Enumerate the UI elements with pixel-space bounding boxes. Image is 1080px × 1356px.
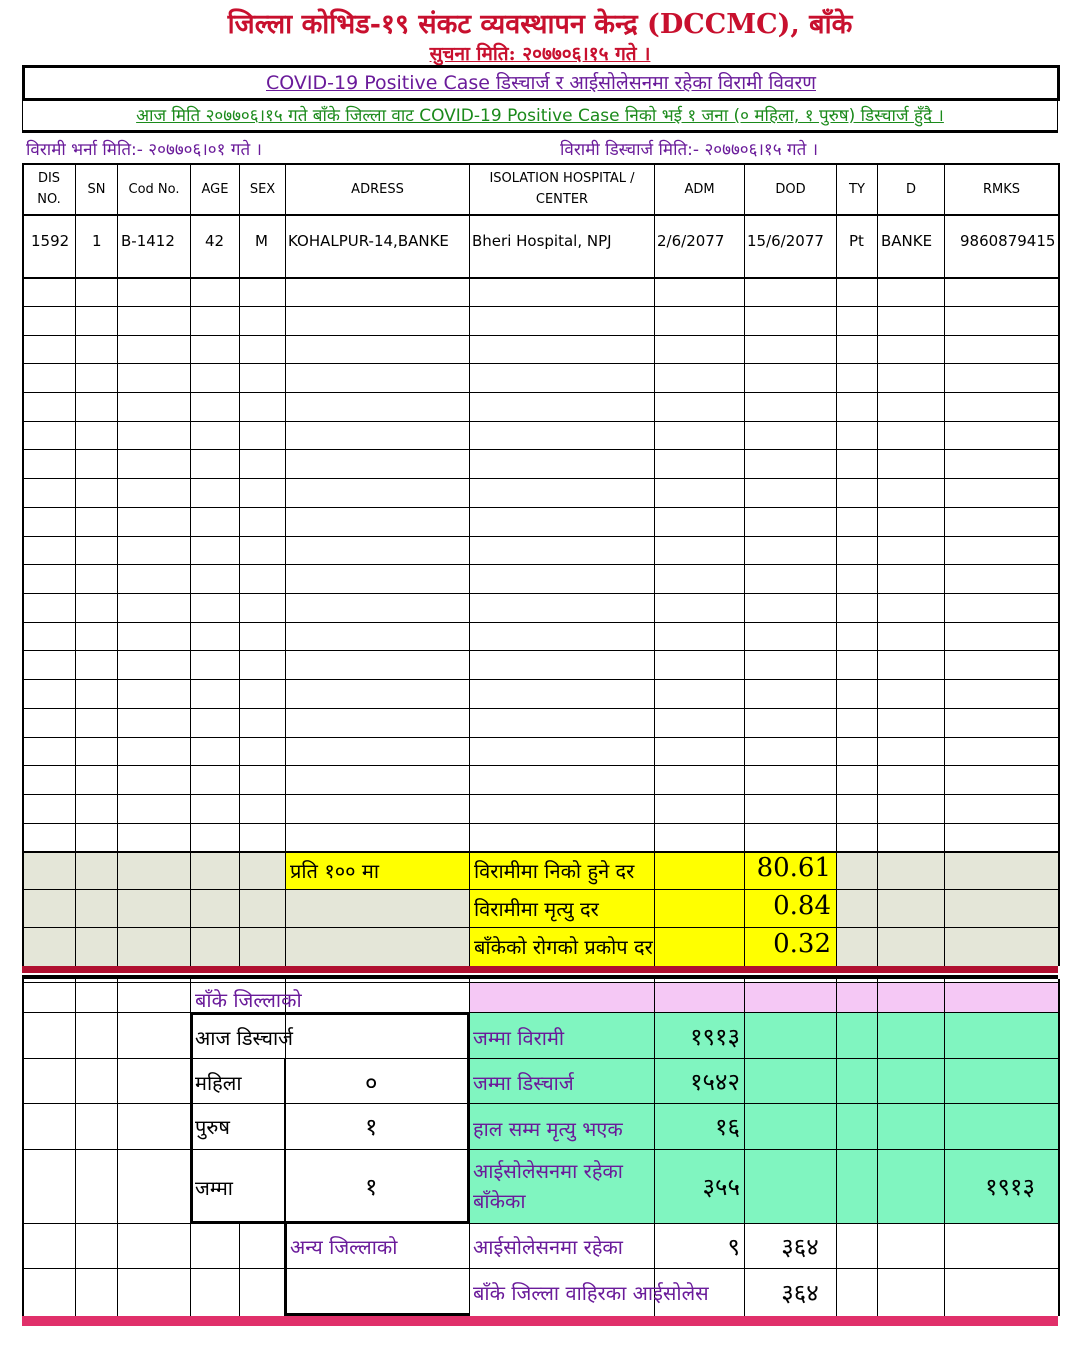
grid-vline: [22, 979, 24, 1316]
cell-sn: 1: [92, 232, 102, 250]
admission-date: विरामी भर्ना मिति:- २०७७०६।०१ गते ।: [26, 140, 262, 160]
col-adress: ADRESS: [351, 181, 404, 197]
pink-band: [469, 982, 1058, 1012]
col-d: D: [905, 181, 916, 197]
outside-isolation-label: बाँके जिल्ला वाहिरका आईसोलेस: [473, 1281, 709, 1305]
recovery-rate-value: 80.61: [756, 853, 831, 883]
grand-total-value: १९१३: [985, 1173, 1035, 1201]
cell-adm: 2/6/2077: [657, 232, 725, 250]
cell-adress: KOHALPUR-14,BANKE: [288, 232, 449, 250]
today-discharge-label: आज डिस्चार्ज: [195, 1026, 294, 1050]
cell-rmks: 9860879415: [960, 232, 1056, 250]
cell-d: BANKE: [881, 232, 933, 250]
recovery-rate-label: विरामीमा निको हुने दर: [474, 859, 635, 883]
page-title: जिल्ला कोभिड-१९ संकट व्यवस्थापन केन्द्र (DCCMC), बाँके: [227, 9, 853, 40]
grid-vline: [836, 163, 837, 966]
bottom-red-bar: [22, 1316, 1058, 1326]
total-value: १: [365, 1173, 378, 1201]
total-label: जम्मा: [195, 1176, 233, 1200]
grid-vline: [22, 163, 24, 966]
grid-hline: [22, 593, 1058, 594]
grid-hline: [22, 650, 1058, 651]
male-label: पुरुष: [195, 1115, 230, 1139]
grid-hline: [22, 1223, 1058, 1224]
col-dod: DOD: [775, 181, 806, 197]
cell-ty: Pt: [849, 232, 864, 250]
grid-vline: [1058, 163, 1060, 966]
grid-hline: [22, 564, 1058, 565]
grid-vline: [284, 1223, 287, 1316]
grid-hline: [22, 708, 1058, 709]
district-heading: बाँके जिल्लाको: [195, 988, 302, 1012]
grid-hline: [22, 214, 1058, 216]
grid-vline: [75, 163, 76, 966]
grid-vline: [284, 1058, 285, 1224]
grid-vline: [1058, 979, 1060, 1316]
grid-hline: [22, 823, 1058, 824]
grid-vline: [190, 163, 191, 966]
death-rate-value: 0.84: [773, 891, 831, 921]
prevalence-rate-value: 0.32: [773, 929, 831, 959]
grid-hline: [22, 392, 1058, 393]
grid-hline: [22, 1103, 1058, 1104]
grid-vline: [836, 979, 837, 1316]
grid-hline: [22, 1268, 1058, 1269]
male-value: १: [365, 1113, 378, 1141]
cell-sex: M: [255, 232, 268, 250]
grid-vline: [285, 163, 286, 966]
total-patients-label: जम्मा विरामी: [473, 1026, 565, 1050]
col-adm: ADM: [684, 181, 715, 197]
grid-hline: [22, 1058, 1058, 1059]
col-sex: SEX: [249, 181, 276, 197]
grid-hline: [22, 1149, 1058, 1150]
grid-vline: [944, 163, 945, 966]
deaths-value: १६: [715, 1113, 740, 1141]
summary-line: आज मिति २०७७०६।१५ गते बाँके जिल्ला वाट COVID-19 Positive Case निको भई १ जना (० महिला, १ पुरुष) डिस्चार्ज हुँदै ।: [136, 106, 944, 126]
col-isolation: ISOLATION HOSPITAL / CENTER: [489, 171, 635, 207]
grid-hline: [22, 927, 1058, 928]
cell-age: 42: [205, 232, 225, 250]
outside-isolation-value: ३६४: [781, 1279, 819, 1307]
grid-vline: [239, 163, 240, 966]
other-district-heading: अन्य जिल्लाको: [290, 1235, 398, 1259]
grid-hline: [22, 982, 1058, 983]
grid-hline: [22, 478, 1058, 479]
death-rate-label: विरामीमा मृत्यु दर: [474, 897, 599, 921]
deaths-label: हाल सम्म मृत्यु भएक: [473, 1117, 623, 1141]
other-isolation-label: आईसोलेसनमा रहेका: [473, 1235, 623, 1259]
grid-hline: [22, 163, 1058, 165]
grid-hline: [22, 335, 1058, 336]
col-rmks: RMKS: [982, 181, 1021, 197]
grid-hline: [22, 449, 1058, 450]
grid-vline: [75, 979, 76, 1316]
grid-hline: [22, 421, 1058, 422]
col-ty: TY: [849, 181, 865, 197]
grid-vline: [117, 163, 118, 966]
grid-hline: [22, 851, 1058, 853]
grid-hline: [22, 536, 1058, 537]
grid-hline: [22, 889, 1058, 890]
grid-vline: [654, 979, 655, 1316]
grid-hline: [22, 277, 1058, 279]
grid-hline: [22, 306, 1058, 307]
cell-cod-no: B-1412: [121, 232, 175, 250]
grid-vline: [744, 979, 745, 1316]
red-divider: [22, 966, 1058, 973]
col-age: AGE: [201, 181, 229, 197]
cell-isolation: Bheri Hospital, NPJ: [472, 232, 612, 250]
cell-dod: 15/6/2077: [747, 232, 824, 250]
grid-hline: [22, 679, 1058, 680]
total-discharge-value: १५४२: [690, 1068, 740, 1096]
divider-black: [22, 975, 1058, 979]
col-sn: SN: [87, 181, 106, 197]
grid-hline: [22, 794, 1058, 795]
isolation-banke-label: आईसोलेसनमा रहेका बाँकेका: [473, 1159, 623, 1213]
other-isolation-total: ३६४: [781, 1233, 819, 1261]
grid-vline: [469, 163, 470, 966]
other-isolation-value: ९: [727, 1233, 740, 1261]
cell-dis-no: 1592: [31, 232, 70, 250]
grid-hline: [22, 507, 1058, 508]
grid-vline: [467, 1012, 470, 1224]
grid-vline: [654, 163, 655, 966]
grid-hline: [22, 1012, 1058, 1013]
female-label: महिला: [195, 1071, 242, 1095]
col-cod-no: Cod No.: [128, 181, 180, 197]
grid-hline: [22, 622, 1058, 623]
grid-vline: [190, 1012, 193, 1224]
grid-hline: [190, 1221, 469, 1224]
grid-hline: [22, 765, 1058, 766]
grid-vline: [877, 163, 878, 966]
grid-hline: [22, 363, 1058, 364]
prevalence-rate-label: बाँकेको रोगको प्रकोप दर: [474, 935, 653, 959]
isolation-banke-value: ३५५: [702, 1173, 740, 1201]
grid-vline: [117, 979, 118, 1316]
notice-date: सुचना मिति: २०७७०६।१५ गते ।: [429, 43, 651, 65]
female-value: ०: [365, 1069, 378, 1097]
discharge-date: विरामी डिस्चार्ज मिति:- २०७७०६।१५ गते ।: [560, 140, 819, 160]
grid-vline: [239, 1223, 240, 1316]
total-discharge-label: जम्मा डिस्चार्ज: [473, 1071, 574, 1095]
subtitle: COVID-19 Positive Case डिस्चार्ज र आईसोलेसनमा रहेका विरामी विवरण: [266, 72, 816, 94]
per-hundred-label: प्रति १०० मा: [290, 859, 380, 883]
grid-vline: [744, 163, 745, 966]
grid-vline: [944, 979, 945, 1316]
total-patients-value: १९१३: [690, 1023, 740, 1051]
grid-hline: [22, 737, 1058, 738]
col-dis-no: DIS NO.: [37, 171, 61, 207]
grid-vline: [877, 979, 878, 1316]
